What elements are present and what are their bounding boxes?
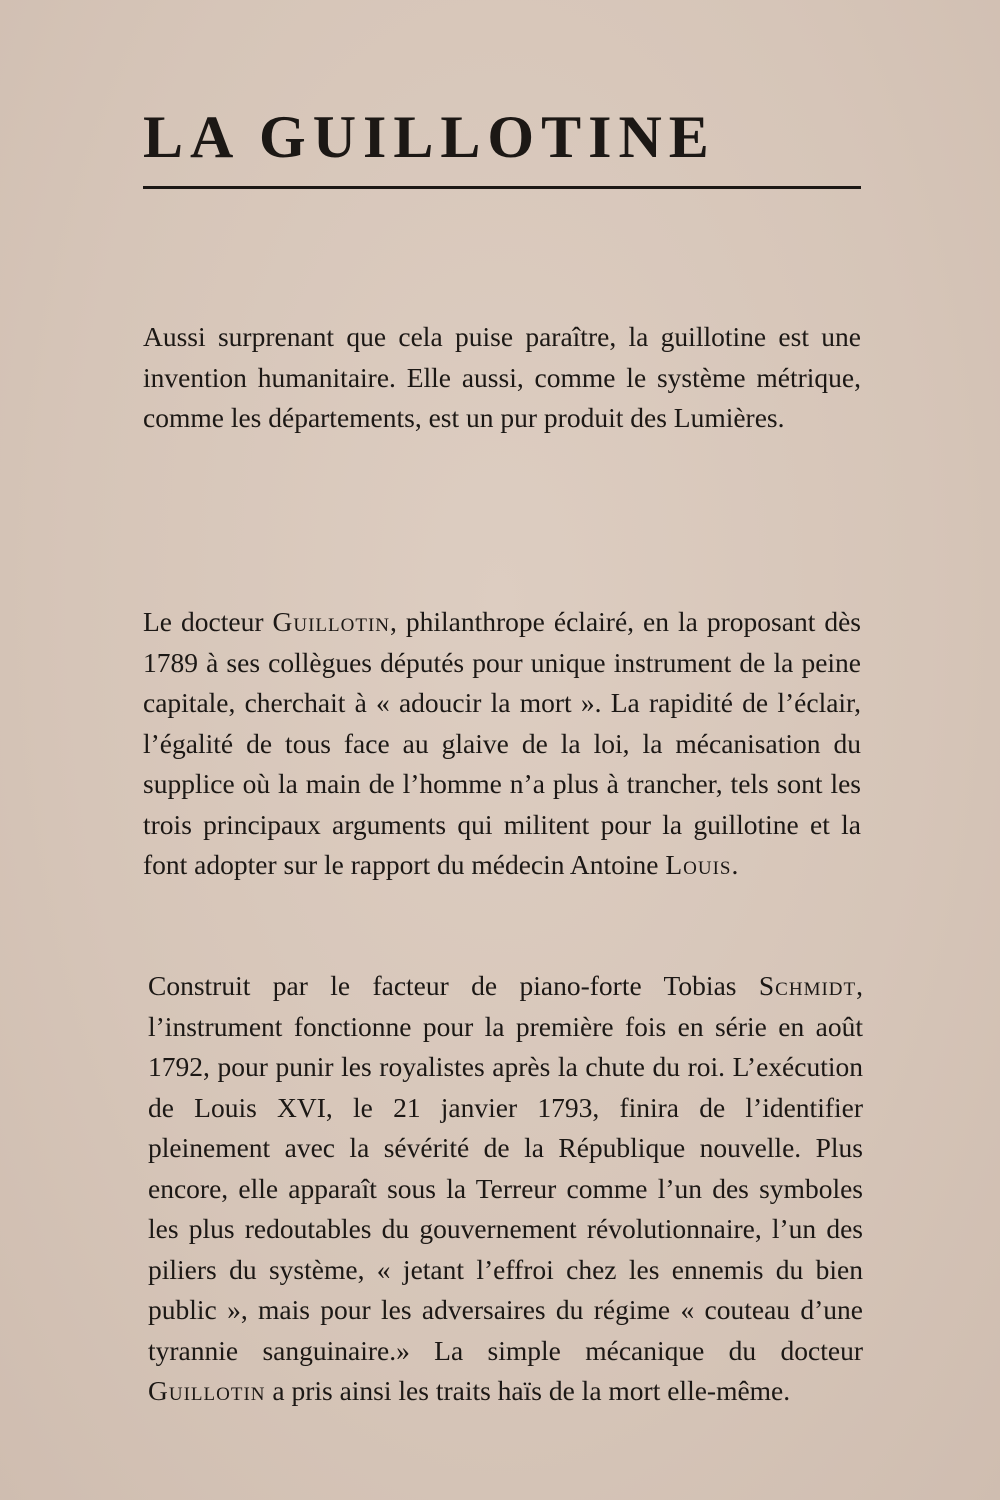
p3-text-a: Construit par le facteur de piano-forte Tobias [148, 970, 759, 1001]
p3-text-b: , l’instrument fonctionne pour la première fois en série en août 1792, pour punir les royalistes après la chute du roi. L’exécution de Louis XVI, le 21 janvier 1793, finira de l’identifier pleinement avec la sévérité de la République nouvelle. Plus encore, elle apparaît sous la Terreur comme l’un des symboles les plus redoutables du gouvernement révolutionnaire, l’un des piliers du système, « jetant l’effroi chez les ennemis du bien public », mais pour les adversaires du régime « couteau d’une tyrannie sanguinaire.» La simple mécanique du docteur [148, 970, 863, 1366]
p3-name-guillotin: Guillotin [148, 1375, 266, 1406]
p3-text-c: a pris ainsi les traits haïs de la mort elle-même. [265, 1375, 791, 1406]
p2-text-b: , philanthrope éclairé, en la proposant dès 1789 à ses collègues députés pour unique instrument de la peine capitale, cherchait à « adoucir la mort ». La rapidité de l’éclair, l’égalité de tous face au glaive de la loi, la mécanisation du supplice où la main de l’homme n’a plus à trancher, tels sont les trois principaux arguments qui militent pour la guillotine et la font adopter sur le rapport du médecin Antoine [143, 606, 861, 880]
panel-title: LA GUILLOTINE [143, 104, 716, 170]
title-underline [143, 186, 861, 189]
guillotin-paragraph [143, 602, 861, 886]
text-panel [143, 100, 863, 1406]
p2-name-guillotin: Guillotin [272, 606, 390, 637]
p2-text-a: Le docteur [143, 606, 273, 637]
schmidt-paragraph [148, 966, 863, 1412]
p2-name-louis: Louis [665, 849, 732, 880]
p3-name-schmidt: Schmidt [758, 970, 857, 1001]
p2-text-c: . [731, 849, 739, 880]
intro-paragraph: Aussi surprenant que cela puise paraître, la guillotine est une invention humanitaire. Elle aussi, comme le système métrique, comme les départements, est un pur produit des Lumières. [143, 321, 861, 433]
